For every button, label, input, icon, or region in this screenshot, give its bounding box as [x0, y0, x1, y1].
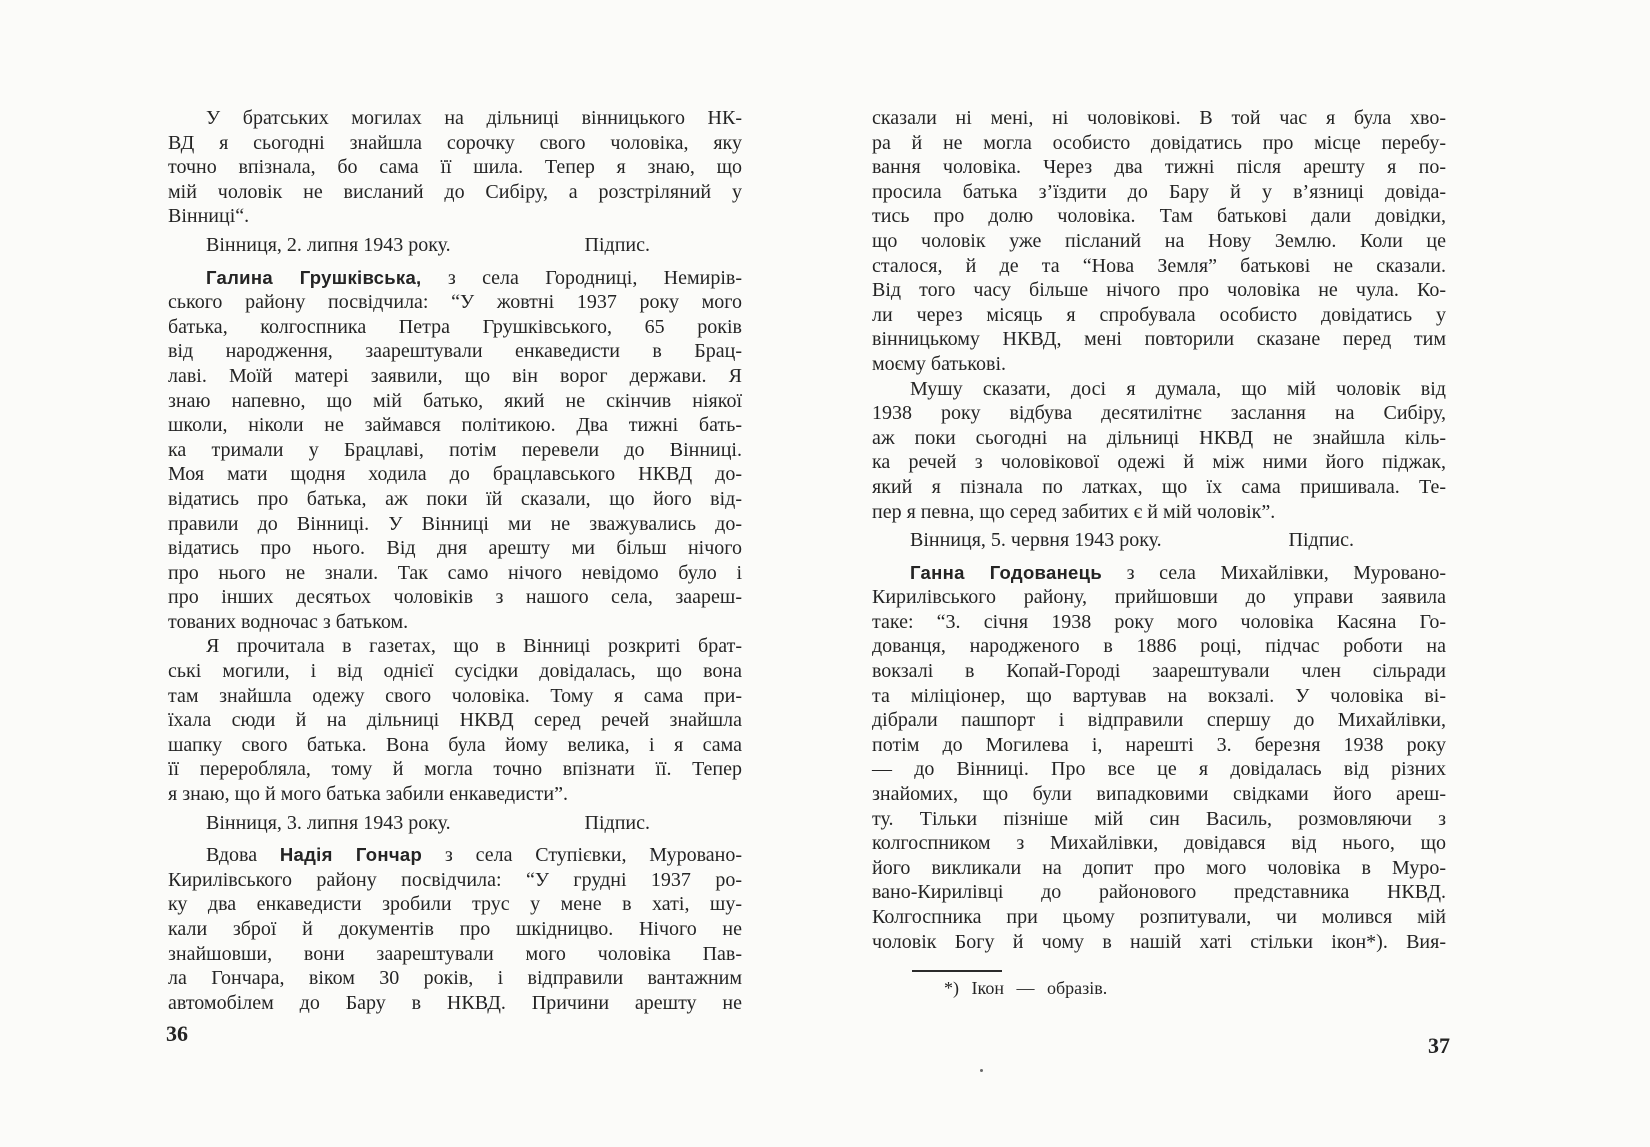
- witness-name: Ганна Годованець: [910, 561, 1102, 583]
- text-line: Я прочитала в газетах, що в Вінниці розкриті брат-: [206, 635, 742, 658]
- text-line: ли через місяць я спробувала особисто довідатись у: [872, 303, 1446, 326]
- text-line: Від того часу більше нічого про чоловіка не чула. Ко-: [872, 279, 1446, 302]
- footnote: [872, 970, 1446, 999]
- footnote-text: *) Ікон — образів.: [944, 978, 1108, 999]
- text-line: відатись про батька, аж поки їй сказали, що його від-: [168, 487, 742, 510]
- witness-name: Надія Гончар: [279, 844, 423, 866]
- text-line: правили до Вінниці. У Вінниці ми не зважувались до-: [168, 512, 742, 535]
- text-line: ку два енкаведисти зробили трус у мене в хаті, шу-: [168, 893, 742, 916]
- paragraph: [872, 106, 1446, 377]
- text-line: та міліціонер, що вартував на вокзалі. У чоловіка ві-: [872, 684, 1446, 707]
- text-line: вінницькому НКВД, мені повторили сказане перед тим: [872, 328, 1446, 351]
- text-line: я знаю, що й мого батька забили енкаведисти”.: [168, 783, 568, 806]
- text-line: ВД я сьогодні знайшла сорочку свого чоловіка, яку: [168, 131, 742, 154]
- text-line: ка тримали у Брацлаві, потім перевели до Вінниці.: [168, 438, 742, 461]
- text-line: ла Гончара, віком 30 років, і відправили вантажним: [168, 967, 742, 990]
- footnote-rule: [912, 970, 1002, 972]
- text-line: Галина Грушківська, з села Городниці, Немирів-: [206, 266, 742, 289]
- text-line: що чоловік уже післаний на Нову Землю. Коли це: [872, 229, 1446, 252]
- text-line: Ганна Годованець з села Михайлівки, Муровано-: [910, 561, 1447, 584]
- text-line: знайомих, що були випадковими свідками його ареш-: [872, 783, 1446, 806]
- text-line: вано-Кирилівці до районового представника НКВД.: [872, 881, 1446, 904]
- text-line: її переробляла, тому й могла точно впізнати її. Тепер: [168, 758, 742, 781]
- witness-name: Галина Грушківська,: [206, 266, 422, 288]
- text-line: дованця, народженого в 1886 році, підчас роботи на: [872, 635, 1446, 658]
- text-line: відатись про нього. Від дня арешту ми більш нічого: [168, 537, 742, 560]
- text-line: школи, ніколи не займався політикою. Два тижні бать-: [168, 414, 742, 437]
- text-line: Моя мати щодня ходила до брацлавського НКВД до-: [168, 463, 742, 486]
- text-line: Вінниці“.: [168, 205, 250, 228]
- text-line: тись про долю чоловіка. Там батькові дали довідки,: [872, 205, 1446, 228]
- text-line: вання чоловіка. Через два тижні після арешту я по-: [872, 156, 1446, 179]
- paragraph: [168, 106, 742, 229]
- text-line: мій чоловік не висланий до Сибіру, а розстріляний у: [168, 180, 742, 203]
- text-line: лаві. Моїй матері заявили, що він ворог держави. Я: [168, 364, 742, 387]
- text-line: точно впізнала, бо сама її шила. Тепер я знаю, що: [168, 156, 742, 179]
- text-line: ського району посвідчила: “У жовтні 1937 року мого: [168, 291, 742, 314]
- text-line: моєму батькові.: [872, 352, 1006, 375]
- text-line: потім до Могилева і, нарешті 3. березня 1938 року: [872, 733, 1446, 756]
- text-line: Колгоспника при цьому розпитували, чи молився мій: [872, 906, 1446, 928]
- text-line: сталося, й де та “Нова Земля” батькові не сказали.: [872, 254, 1446, 277]
- text-line: про нього не знали. Так само нічого невідомо було і: [168, 561, 742, 584]
- text-line: таке: “3. січня 1938 року мого чоловіка Касяна Го-: [872, 610, 1446, 633]
- text-line: дібрали пашпорт і відправили спершу до Михайлівки,: [872, 709, 1446, 732]
- page-number-left: 36: [166, 1021, 188, 1046]
- text-line: тованих водночас з батьком.: [168, 610, 409, 633]
- left-page-text-column: [168, 106, 742, 1015]
- text-line: просила батька з’їздити до Бару й у в’язниці довіда-: [872, 180, 1446, 203]
- dateline-place-date: Вінниця, 3. липня 1943 року.: [206, 811, 451, 834]
- text-line: шапку свого батька. Вона була йому велика, і я сама: [168, 733, 742, 756]
- text-line: кали зброї й документів про шкідницво. Нічого не: [168, 918, 742, 940]
- dateline: [168, 233, 742, 258]
- text-line: сказали ні мені, ні чоловікові. В той час я була хво-: [872, 107, 1446, 129]
- text-line: знайшовши, вони заарештували мого чоловіка Пав-: [168, 942, 742, 965]
- text-line: про інших десятьох чоловіків з нашого села, заареш-: [168, 586, 742, 609]
- text-line: знаю напевно, що мій батько, який не скінчив ніякої: [168, 389, 742, 412]
- text-line: Мушу сказати, досі я думала, що мій чоловік від: [910, 377, 1446, 400]
- dateline: [168, 811, 742, 836]
- paragraph: [168, 634, 742, 806]
- text-line: колгоспником з Михайлівки, довідався від нього, що: [872, 832, 1446, 855]
- right-page-text-column: [872, 106, 1446, 999]
- text-line: ту. Тільки пізніше мій син Василь, розмовляючи з: [872, 807, 1446, 830]
- text-line: аж поки сьогодні на дільниці НКВД не знайшла кіль-: [872, 426, 1446, 449]
- paragraph: [872, 377, 1446, 525]
- dateline-place-date: Вінниця, 5. червня 1943 року.: [910, 529, 1162, 552]
- text-line: Вдова Надія Гончар з села Ступієвки, Муровано-: [206, 844, 742, 867]
- text-line: який я пізнала по латках, що їх сама пришивала. Те-: [872, 475, 1446, 498]
- text-line: ра й не могла особисто довідатись про місце перебу-: [872, 131, 1446, 154]
- dateline-signature: Підпис.: [584, 811, 650, 834]
- ink-speck: [980, 1069, 983, 1072]
- dateline: [872, 528, 1446, 553]
- text-line: Кирилівського району посвідчила: “У грудні 1937 ро-: [168, 868, 742, 891]
- text-line: там знайшла одежу свого чоловіка. Тому я сама при-: [168, 684, 742, 707]
- page-number-right: 37: [1428, 1033, 1450, 1058]
- text-line: У братських могилах на дільниці вінницького НК-: [206, 107, 742, 129]
- paragraph: [168, 266, 742, 635]
- paragraph: [168, 843, 742, 1015]
- text-line: від народження, заарештували енкаведисти в Брац-: [168, 340, 742, 363]
- text-line: вокзалі в Копай-Городі заарештували член сільради: [872, 660, 1446, 683]
- text-line: їхала сюди й на дільниці НКВД серед речей знайшла: [168, 709, 742, 732]
- text-line: чоловік Богу й чому в нашій хаті стільки ікон*). Вия-: [872, 930, 1446, 953]
- text-line: ка речей з чоловікової одежі й між ними його піджак,: [872, 451, 1446, 474]
- text-line: Кирилівського району, прийшовши до управи заявила: [872, 586, 1446, 609]
- text-line: автомобілем до Бару в НКВД. Причини арешту не: [168, 991, 742, 1014]
- text-line: пер я певна, що серед забитих є й мій чоловік”.: [872, 500, 1276, 523]
- text-line: — до Вінниці. Про все це я довідалась від різних: [872, 758, 1446, 781]
- dateline-signature: Підпис.: [584, 233, 650, 256]
- dateline-place-date: Вінниця, 2. липня 1943 року.: [206, 233, 451, 256]
- dateline-signature: Підпис.: [1288, 529, 1354, 552]
- paragraph: [872, 561, 1446, 955]
- text-line: батька, колгоспника Петра Грушківського, 65 років: [168, 315, 742, 338]
- text-line: його викликали на допит про мого чоловіка в Муро-: [872, 856, 1446, 879]
- text-line: 1938 року відбува десятилітнє заслання на Сибіру,: [872, 402, 1446, 425]
- text-line: ські могили, і від однієї сусідки довідалась, що вона: [168, 660, 742, 683]
